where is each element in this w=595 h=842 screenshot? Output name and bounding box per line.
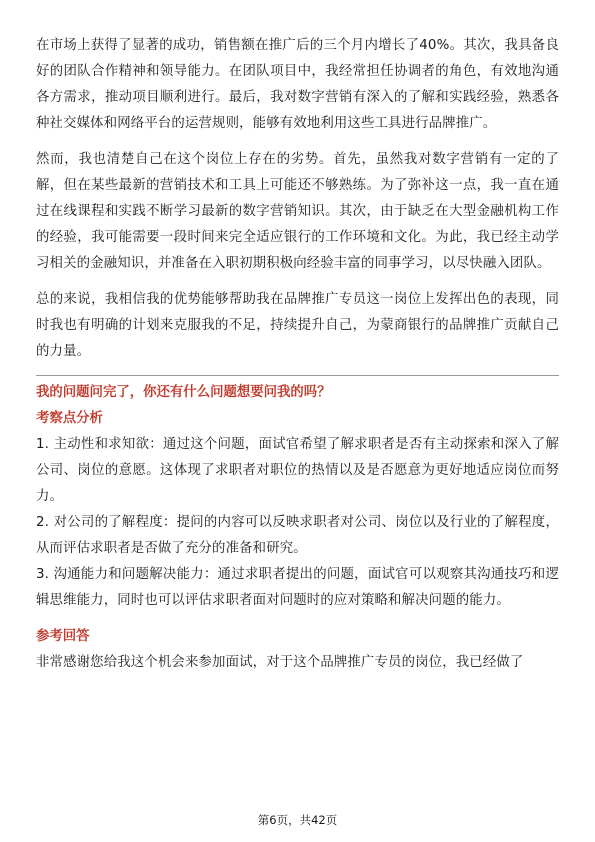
paragraph-strengths-continued: 在市场上获得了显著的成功，销售额在推广后的三个月内增长了40%。其次，我具备良好的团队合作精神和领导能力。在团队项目中，我经常担任协调者的角色，有效地沟通各方需求，推动项目顺利进行。最后，我对数字营销有深入的了解和实践经验，熟悉各种社交媒体和网络平台的运营规则，能够有效地利用这些工具进行品牌推广。 <box>36 38 559 131</box>
analysis-item-2: 2. 对公司的了解程度：提问的内容可以反映求职者对公司、岗位以及行业的了解程度，从而评估求职者是否做了充分的准备和研究。 <box>36 515 559 556</box>
spacer <box>36 614 559 624</box>
document-body <box>36 33 559 676</box>
page-number-footer: 第6页，共42页 <box>257 813 338 827</box>
answer-text: 非常感谢您给我这个机会来参加面试，对于这个品牌推广专员的岗位，我已经做了 <box>36 655 524 670</box>
interview-question: 我的问题问完了，你还有什么问题想要问我的吗？ <box>36 385 331 400</box>
section-divider <box>36 375 559 376</box>
paragraph-weaknesses: 然而，我也清楚自己在这个岗位上存在的劣势。首先，虽然我对数字营销有一定的了解，但在某些最新的营销技术和工具上可能还不够熟练。为了弥补这一点，我一直在通过在线课程和实践不断学习最新的数字营销知识。其次，由于缺乏在大型金融机构工作的经验，我可能需要一段时间来完全适应银行的工作环境和文化。为此，我已经主动学习相关的金融知识，并准备在入职初期积极向经验丰富的同事学习，以尽快融入团队。 <box>36 152 559 271</box>
analysis-heading: 考察点分析 <box>36 411 103 426</box>
analysis-item-1: 1. 主动性和求知欲：通过这个问题，面试官希望了解求职者是否有主动探索和深入了解公司、岗位的意愿。这体现了求职者对职位的热情以及是否愿意为更好地适应岗位而努力。 <box>36 437 559 504</box>
answer-heading: 参考回答 <box>36 629 90 644</box>
analysis-item-3: 3. 沟通能力和问题解决能力：通过求职者提出的问题，面试官可以观察其沟通技巧和逻辑思维能力，同时也可以评估求职者面对问题时的应对策略和解决问题的能力。 <box>36 567 559 608</box>
paragraph-summary: 总的来说，我相信我的优势能够帮助我在品牌推广专员这一岗位上发挥出色的表现，同时我也有明确的计划来克服我的不足，持续提升自己，为蒙商银行的品牌推广贡献自己的力量。 <box>36 292 559 359</box>
